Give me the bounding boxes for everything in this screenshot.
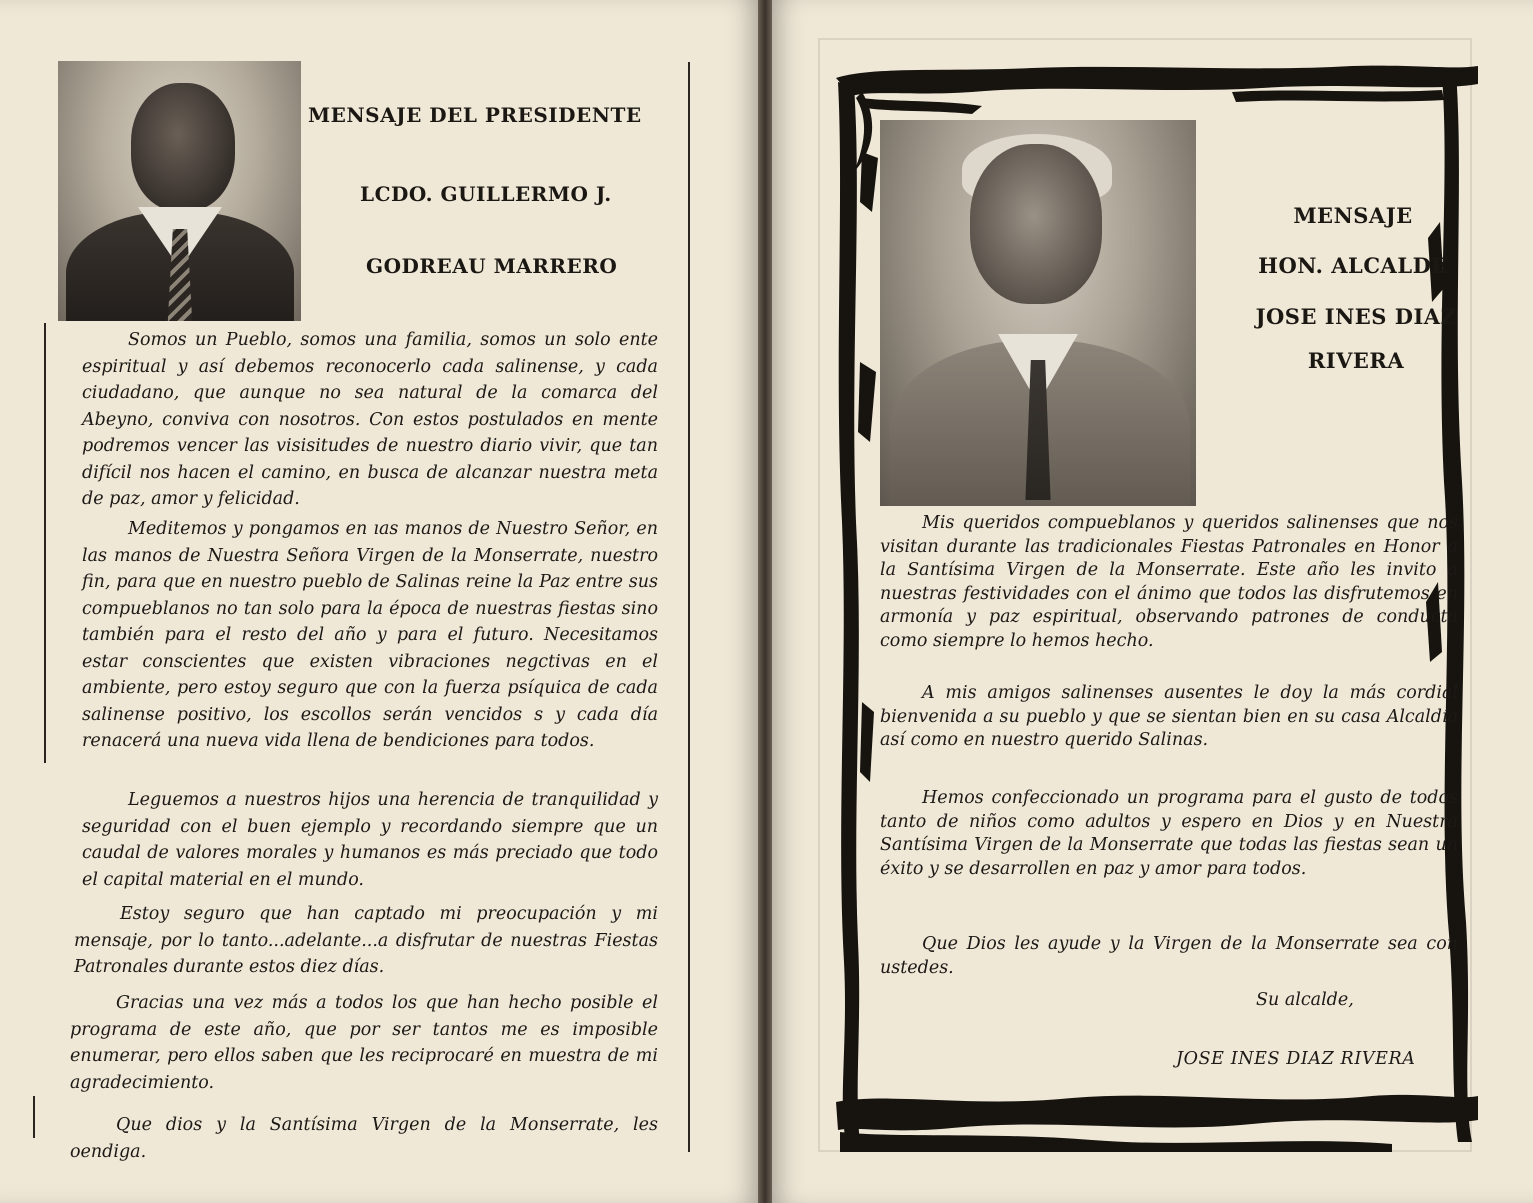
paragraph-text: Hemos confeccionado un programa para el gusto de todos tanto de niños como adultos y espero en Dios y en Nuestra Santísima Virgen de la Monserrate que todas las fiestas sean un éxito y se desarrollen en paz y amor para todos. bbox=[880, 788, 1458, 879]
paragraph-text: Somos un Pueblo, somos una familia, somos un solo ente espiritual y así debemos reconocerlo cada salinense, y cada ciudadano, que aunque no sea natural de la comarca del Abeyno, conviva con nosotros. Con estos postulados en mente podremos vencer las visisitudes de nuestro diario vivir, que tan difícil nos hacen el camino, en busca de alcanzar nuestra meta de paz, amor y felicidad. bbox=[82, 330, 658, 509]
paragraph-text: Que Dios les ayude y la Virgen de la Monserrate sea con ustedes. bbox=[880, 934, 1458, 978]
mayor-signature: JOSE INES DIAZ RIVERA bbox=[1176, 1049, 1416, 1069]
paragraph-text: Mis queridos compueblanos y queridos salinenses que nos visitan durante las tradicionales Fiestas Patronales en Honor a la Santísima Virgen de la Monserrate. Este año les invito a nuestras festividades con el ánimo que todos las disfrutemos en armonía y paz espiritual, observando patrones de conducta como siempre lo hemos hecho. bbox=[880, 513, 1458, 651]
mayor-portrait-photo bbox=[880, 120, 1196, 506]
president-paragraph bbox=[74, 901, 658, 981]
left-page-left-rule-top bbox=[44, 323, 46, 763]
book-gutter bbox=[758, 0, 772, 1203]
mayor-name-line-1: JOSE INES DIAZ bbox=[1255, 304, 1457, 329]
president-portrait-photo bbox=[58, 61, 301, 321]
mayor-name-line-2: RIVERA bbox=[1307, 348, 1405, 373]
president-name-line-1: LCDO. GUILLERMO J. bbox=[360, 182, 612, 206]
paragraph-text: Estoy seguro que han captado mi preocupación y mi mensaje, por lo tanto...adelante...a disfrutar de nuestras Fiestas Patronales durante estos diez días. bbox=[74, 904, 658, 977]
paragraph-text: Meditemos y pongamos en ıas manos de Nuestro Señor, en las manos de Nuestra Señora Virgen de la Monserrate, nuestro fin, para que en nuestro pueblo de Salinas reine la Paz entre sus compueblanos no tan solo para la época de nuestras fiestas sino también para el resto del año y para el futuro. Necesitamos estar conscientes que existen vibraciones negctivas en el ambiente, pero estoy seguro que con la fuerza psíquica de cada salinense positivo, los escollos serán vencidos s y cada día renacerá una nueva vida llena de bendiciones para todos. bbox=[82, 519, 658, 751]
mayor-message-heading: MENSAJE bbox=[1293, 203, 1413, 228]
president-paragraph bbox=[82, 327, 658, 513]
mayor-paragraph bbox=[880, 787, 1458, 881]
mayor-paragraph bbox=[880, 682, 1458, 753]
paragraph-text: Gracias una vez más a todos los que han hecho posible el programa de este año, que por ser tantos me es imposible enumerar, pero ellos saben que les reciprocaré en muestra de mi agradecimiento. bbox=[70, 993, 658, 1093]
mayor-closing: Su alcalde, bbox=[1256, 990, 1354, 1010]
left-page-left-rule-bottom bbox=[33, 1096, 35, 1138]
president-paragraph bbox=[70, 1112, 658, 1165]
paragraph-text: Leguemos a nuestros hijos una herencia de tranquilidad y seguridad con el buen ejemplo y recordando siempre que un caudal de valores morales y humanos es más preciado que todo el capital material en el mundo. bbox=[82, 790, 658, 890]
president-name-line-2: GODREAU MARRERO bbox=[366, 254, 618, 278]
left-page-right-rule bbox=[688, 62, 690, 1152]
mayor-paragraph bbox=[880, 933, 1458, 980]
president-paragraph bbox=[82, 787, 658, 893]
president-message-heading: MENSAJE DEL PRESIDENTE bbox=[308, 103, 642, 127]
paragraph-text: A mis amigos salinenses ausentes le doy la más cordial bienvenida a su pueblo y que se sientan bien en su casa Alcaldía así como en nuestro querido Salinas. bbox=[880, 683, 1458, 751]
president-paragraph bbox=[82, 516, 658, 755]
paragraph-text: Que dios y la Santísima Virgen de la Monserrate, les oendiga. bbox=[70, 1115, 658, 1162]
mayor-paragraph bbox=[880, 512, 1458, 654]
mayor-title-heading: HON. ALCALDE bbox=[1258, 253, 1448, 278]
president-paragraph bbox=[70, 990, 658, 1096]
